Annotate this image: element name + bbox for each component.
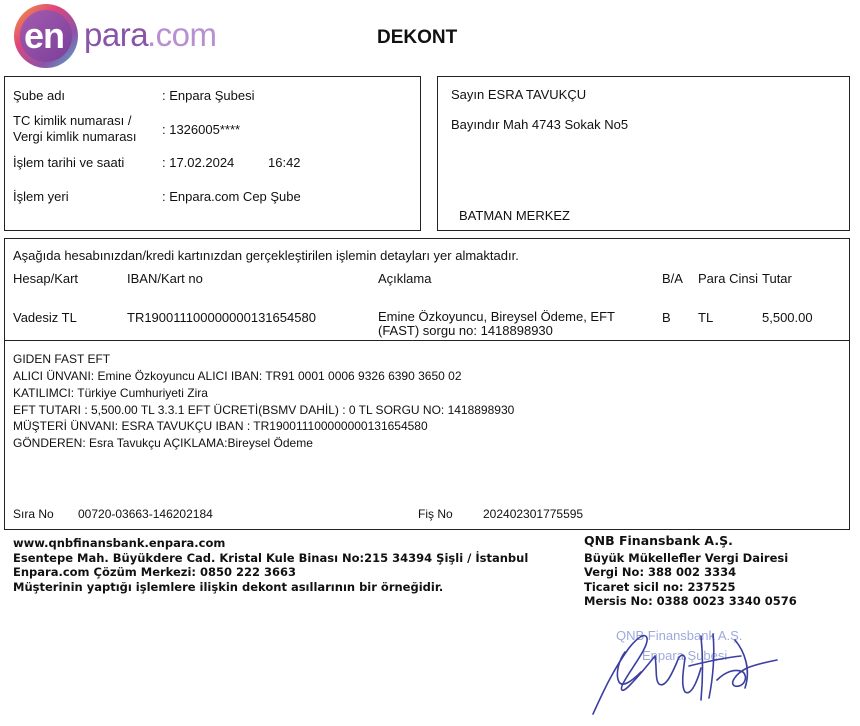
header-account: Hesap/Kart [13,271,79,286]
footer-right [584,534,797,609]
eft-customer: MÜŞTERİ ÜNVANI: ESRA TAVUKÇU IBAN : TR190011100000000131654580 [13,419,428,433]
stamp-line2: Enpara Şubesi [642,648,728,663]
row-account: Vadesiz TL [13,310,77,325]
row-ba: B [662,310,671,325]
tc-label-line1: TC kimlik numarası / [13,113,132,128]
recipient-name: Sayın ESRA TAVUKÇU [451,87,587,102]
header-currency: Para Cinsi [698,271,758,286]
place-label: İşlem yeri [13,189,69,204]
details-divider [4,340,850,341]
row-iban: TR190011100000000131654580 [127,310,316,325]
header-amount: Tutar [762,271,792,286]
footer-company: QNB Finansbank A.Ş. [584,533,733,548]
place-value: : Enpara.com Cep Şube [162,189,301,204]
eft-type: GIDEN FAST EFT [13,352,111,366]
header-iban: IBAN/Kart no [127,271,203,286]
fis-value: 202402301775595 [483,507,584,521]
footer-tax-no: Vergi No: 388 002 3334 [584,565,737,579]
date-label: İşlem tarihi ve saati [13,155,125,170]
stamp-line1: QNB Finansbank A.Ş. [616,628,743,643]
fis-label: Fiş No [418,507,453,521]
eft-recipient: ALICI ÜNVANI: Emine Özkoyuncu ALICI IBAN: TR91 0001 0006 9326 6390 3650 02 [13,369,462,383]
branch-value: : Enpara Şubesi [162,88,255,103]
logo-dotcom-text: .com [147,16,217,53]
sira-label: Sıra No [13,507,54,521]
page-title: DEKONT [377,27,458,48]
eft-sender: GÖNDEREN: Esra Tavukçu AÇIKLAMA:Bireysel Ödeme [13,436,313,450]
header-ba: B/A [662,271,683,286]
sira-value: 00720-03663-146202184 [78,507,213,521]
footer-tax-office: Büyük Mükellefler Vergi Dairesi [584,550,789,565]
footer-left [13,536,528,594]
row-description: Emine Özkoyuncu, Bireysel Ödeme, EFT (FAST) sorgu no: 1418898930 [378,309,615,338]
signature-icon [585,622,785,722]
footer-mersis: Mersis No: 0388 0023 3340 0576 [584,594,797,608]
branch-label: Şube adı [13,88,66,103]
row-currency: TL [698,310,714,325]
tc-label-line2: Vergi kimlik numarası [13,129,137,144]
footer-support: Enpara.com Çözüm Merkezi: 0850 222 3663 [13,565,297,579]
eft-participant: KATILIMCI: Türkiye Cumhuriyeti Zira [13,386,208,400]
logo-en-text: en [24,15,65,56]
recipient-city: BATMAN MERKEZ [459,208,570,223]
footer-note: Müşterinin yaptığı işlemlere ilişkin dekont asıllarının bir örneğidir. [13,579,444,594]
header-description: Açıklama [378,271,432,286]
date-value: : 17.02.2024 [162,155,235,170]
row-amount: 5,500.00 [762,310,813,325]
logo-para-text: para [84,16,149,53]
details-intro: Aşağıda hesabınızdan/kredi kartınızdan gerçekleştirilen işlemin detayları yer almaktadır. [13,248,519,263]
footer-address: Esentepe Mah. Büyükdere Cad. Kristal Kule Binası No:215 34394 Şişli / İstanbul [13,550,529,565]
footer-website: www.qnbfinansbank.enpara.com [13,536,226,550]
tc-value: : 1326005**** [162,122,241,137]
enpara-logo [12,2,217,70]
recipient-address: Bayındır Mah 4743 Sokak No5 [451,117,629,132]
eft-amount: EFT TUTARI : 5,500.00 TL 3.3.1 EFT ÜCRETİ(BSMV DAHİL) : 0 TL SORGU NO: 1418898930 [13,403,515,417]
footer-trade-reg: Ticaret sicil no: 237525 [584,579,736,594]
time-value: 16:42 [268,155,301,170]
